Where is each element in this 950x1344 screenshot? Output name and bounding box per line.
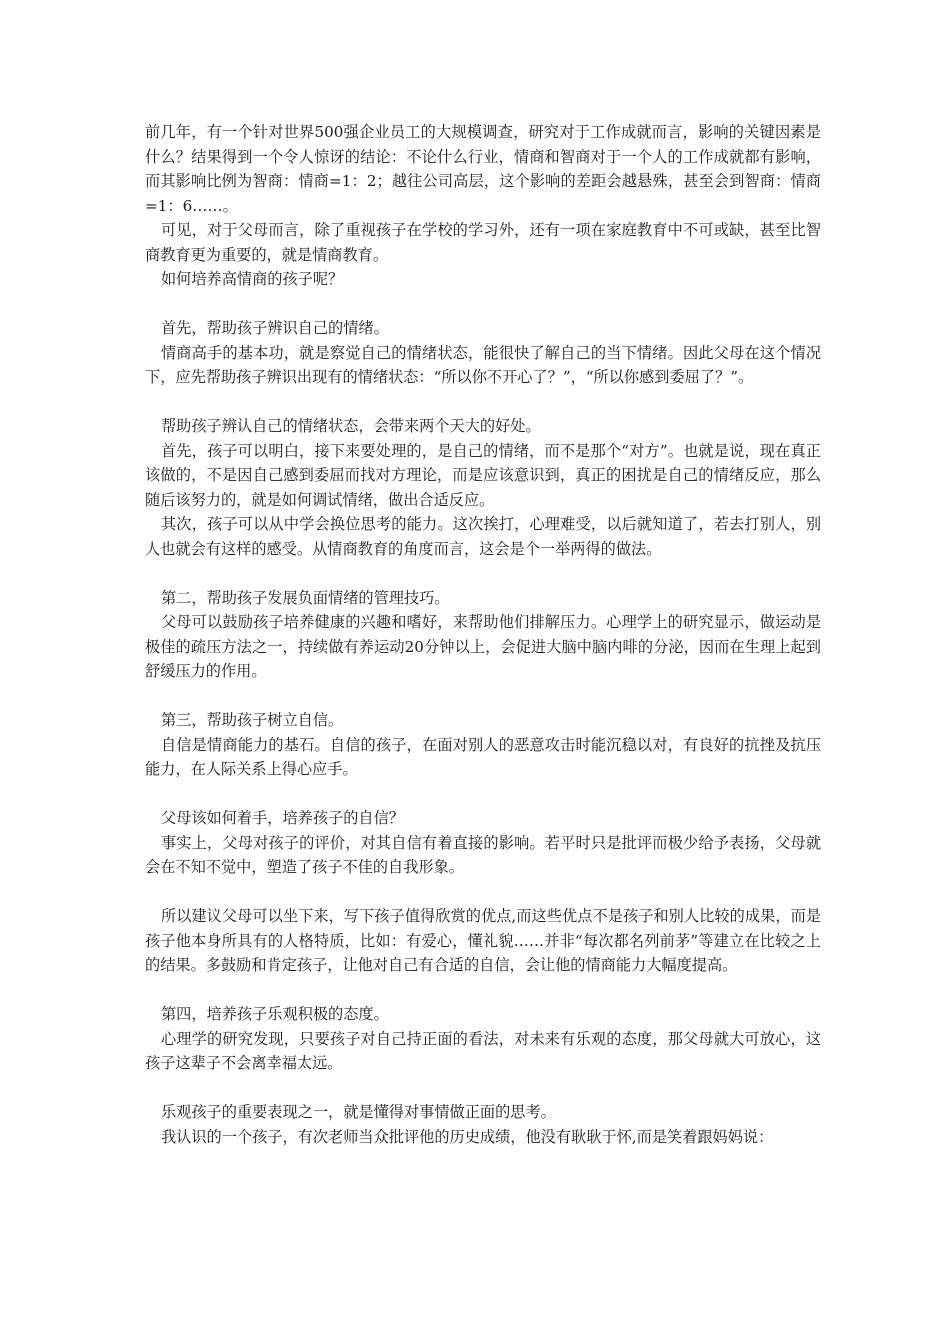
paragraph-gap — [145, 390, 821, 415]
section-heading-third: 第三，帮助孩子树立自信。 — [160, 711, 344, 729]
paragraph-positive-thinking: 乐观孩子的重要表现之一，就是懂得对事情做正面的思考。 — [160, 1103, 556, 1121]
section-heading-second: 第二，帮助孩子发展负面情绪的管理技巧。 — [160, 588, 450, 607]
paragraph-example-child: 我认识的一个孩子，有次老师当众批评他的历史成绩，他没有耿耿于怀,而是笑着跟妈妈说： — [160, 1127, 774, 1146]
paragraph-recognize-emotion: 情商高手的基本功，就是察觉自己的情绪状态，能很快了解自己的当下情绪。因此父母在这个情况下，应先帮助孩子辨识出现有的情绪状态：“所以你不开心了？”，“所以你感到委屈了？”。 — [145, 343, 821, 386]
paragraph-gap — [145, 880, 821, 905]
paragraph-write-strengths: 所以建议父母可以坐下来，写下孩子值得欣赏的优点,而这些优点不是孩子和别人比较的成果，而是孩子他本身所具有的人格特质，比如：有爱心，懂礼貌……并非“每次都名列前茅”等建立在比较之上的结果。多鼓励和肯定孩子，让他对自己有合适的自信，会让他的情商能力大幅度提高。 — [145, 907, 821, 974]
paragraph-optimism-research: 心理学的研究发现，只要孩子对自己持正面的看法，对未来有乐观的态度，那父母就大可放心，这孩子这辈子不会离幸福太远。 — [145, 1029, 821, 1072]
paragraph-parent-evaluation: 事实上，父母对孩子的评价，对其自信有着直接的影响。若平时只是批评而极少给予表扬，父母就会在不知不觉中，塑造了孩子不佳的自我形象。 — [145, 833, 821, 876]
section-heading-first: 首先，帮助孩子辨识自己的情绪。 — [160, 319, 389, 337]
paragraph-gap — [145, 561, 821, 586]
paragraph-gap — [145, 684, 821, 709]
paragraph-gap — [145, 978, 821, 1003]
paragraph-question: 如何培养高情商的孩子呢？ — [160, 270, 344, 288]
paragraph-intro-survey: 前几年，有一个针对世界500强企业员工的大规模调查，研究对于工作成就而言，影响的关键因素是什么？结果得到一个令人惊讶的结论：不论什么行业，情商和智商对于一个人的工作成就都有影响，而其影响比例为智商：情商=1：2；越往公司高层，这个影响的差距会越悬殊，甚至会到智商：情商=1：6……。 — [145, 123, 821, 215]
paragraph-gap — [145, 782, 821, 807]
paragraph-parents-eq: 可见，对于父母而言，除了重视孩子在学校的学习外，还有一项在家庭教育中不可或缺，甚至比智商教育更为重要的，就是情商教育。 — [145, 221, 821, 264]
paragraph-two-benefits: 帮助孩子辨认自己的情绪状态，会带来两个天大的好处。 — [160, 417, 541, 435]
paragraph-gap — [145, 1076, 821, 1101]
paragraph-stress-relief: 父母可以鼓励孩子培养健康的兴趣和嗜好，来帮助他们排解压力。心理学上的研究显示，做运动是极佳的疏压方法之一，持续做有养运动20分钟以上，会促进大脑中脑内啡的分泌，因而在生理上起到舒缓压力的作用。 — [145, 613, 821, 680]
paragraph-confidence: 自信是情商能力的基石。自信的孩子，在面对别人的恶意攻击时能沉稳以对，有良好的抗挫及抗压能力，在人际关系上得心应手。 — [145, 735, 821, 778]
paragraph-benefit-two: 其次，孩子可以从中学会换位思考的能力。这次挨打，心理难受，以后就知道了，若去打别人，别人也就会有这样的感受。从情商教育的角度而言，这会是个一举两得的做法。 — [145, 515, 821, 558]
paragraph-benefit-one: 首先，孩子可以明白，接下来要处理的，是自己的情绪，而不是那个“对方”。也就是说，现在真正该做的，不是因自己感到委屈而找对方理论，而是应该意识到，真正的困扰是自己的情绪反应，那么随后该努力的，就是如何调试情绪，做出合适反应。 — [145, 441, 821, 509]
paragraph-how-to-build-confidence: 父母该如何着手，培养孩子的自信？ — [160, 809, 404, 827]
document-body — [145, 120, 821, 1149]
section-heading-fourth: 第四，培养孩子乐观积极的态度。 — [160, 1005, 389, 1023]
paragraph-gap — [145, 292, 821, 317]
